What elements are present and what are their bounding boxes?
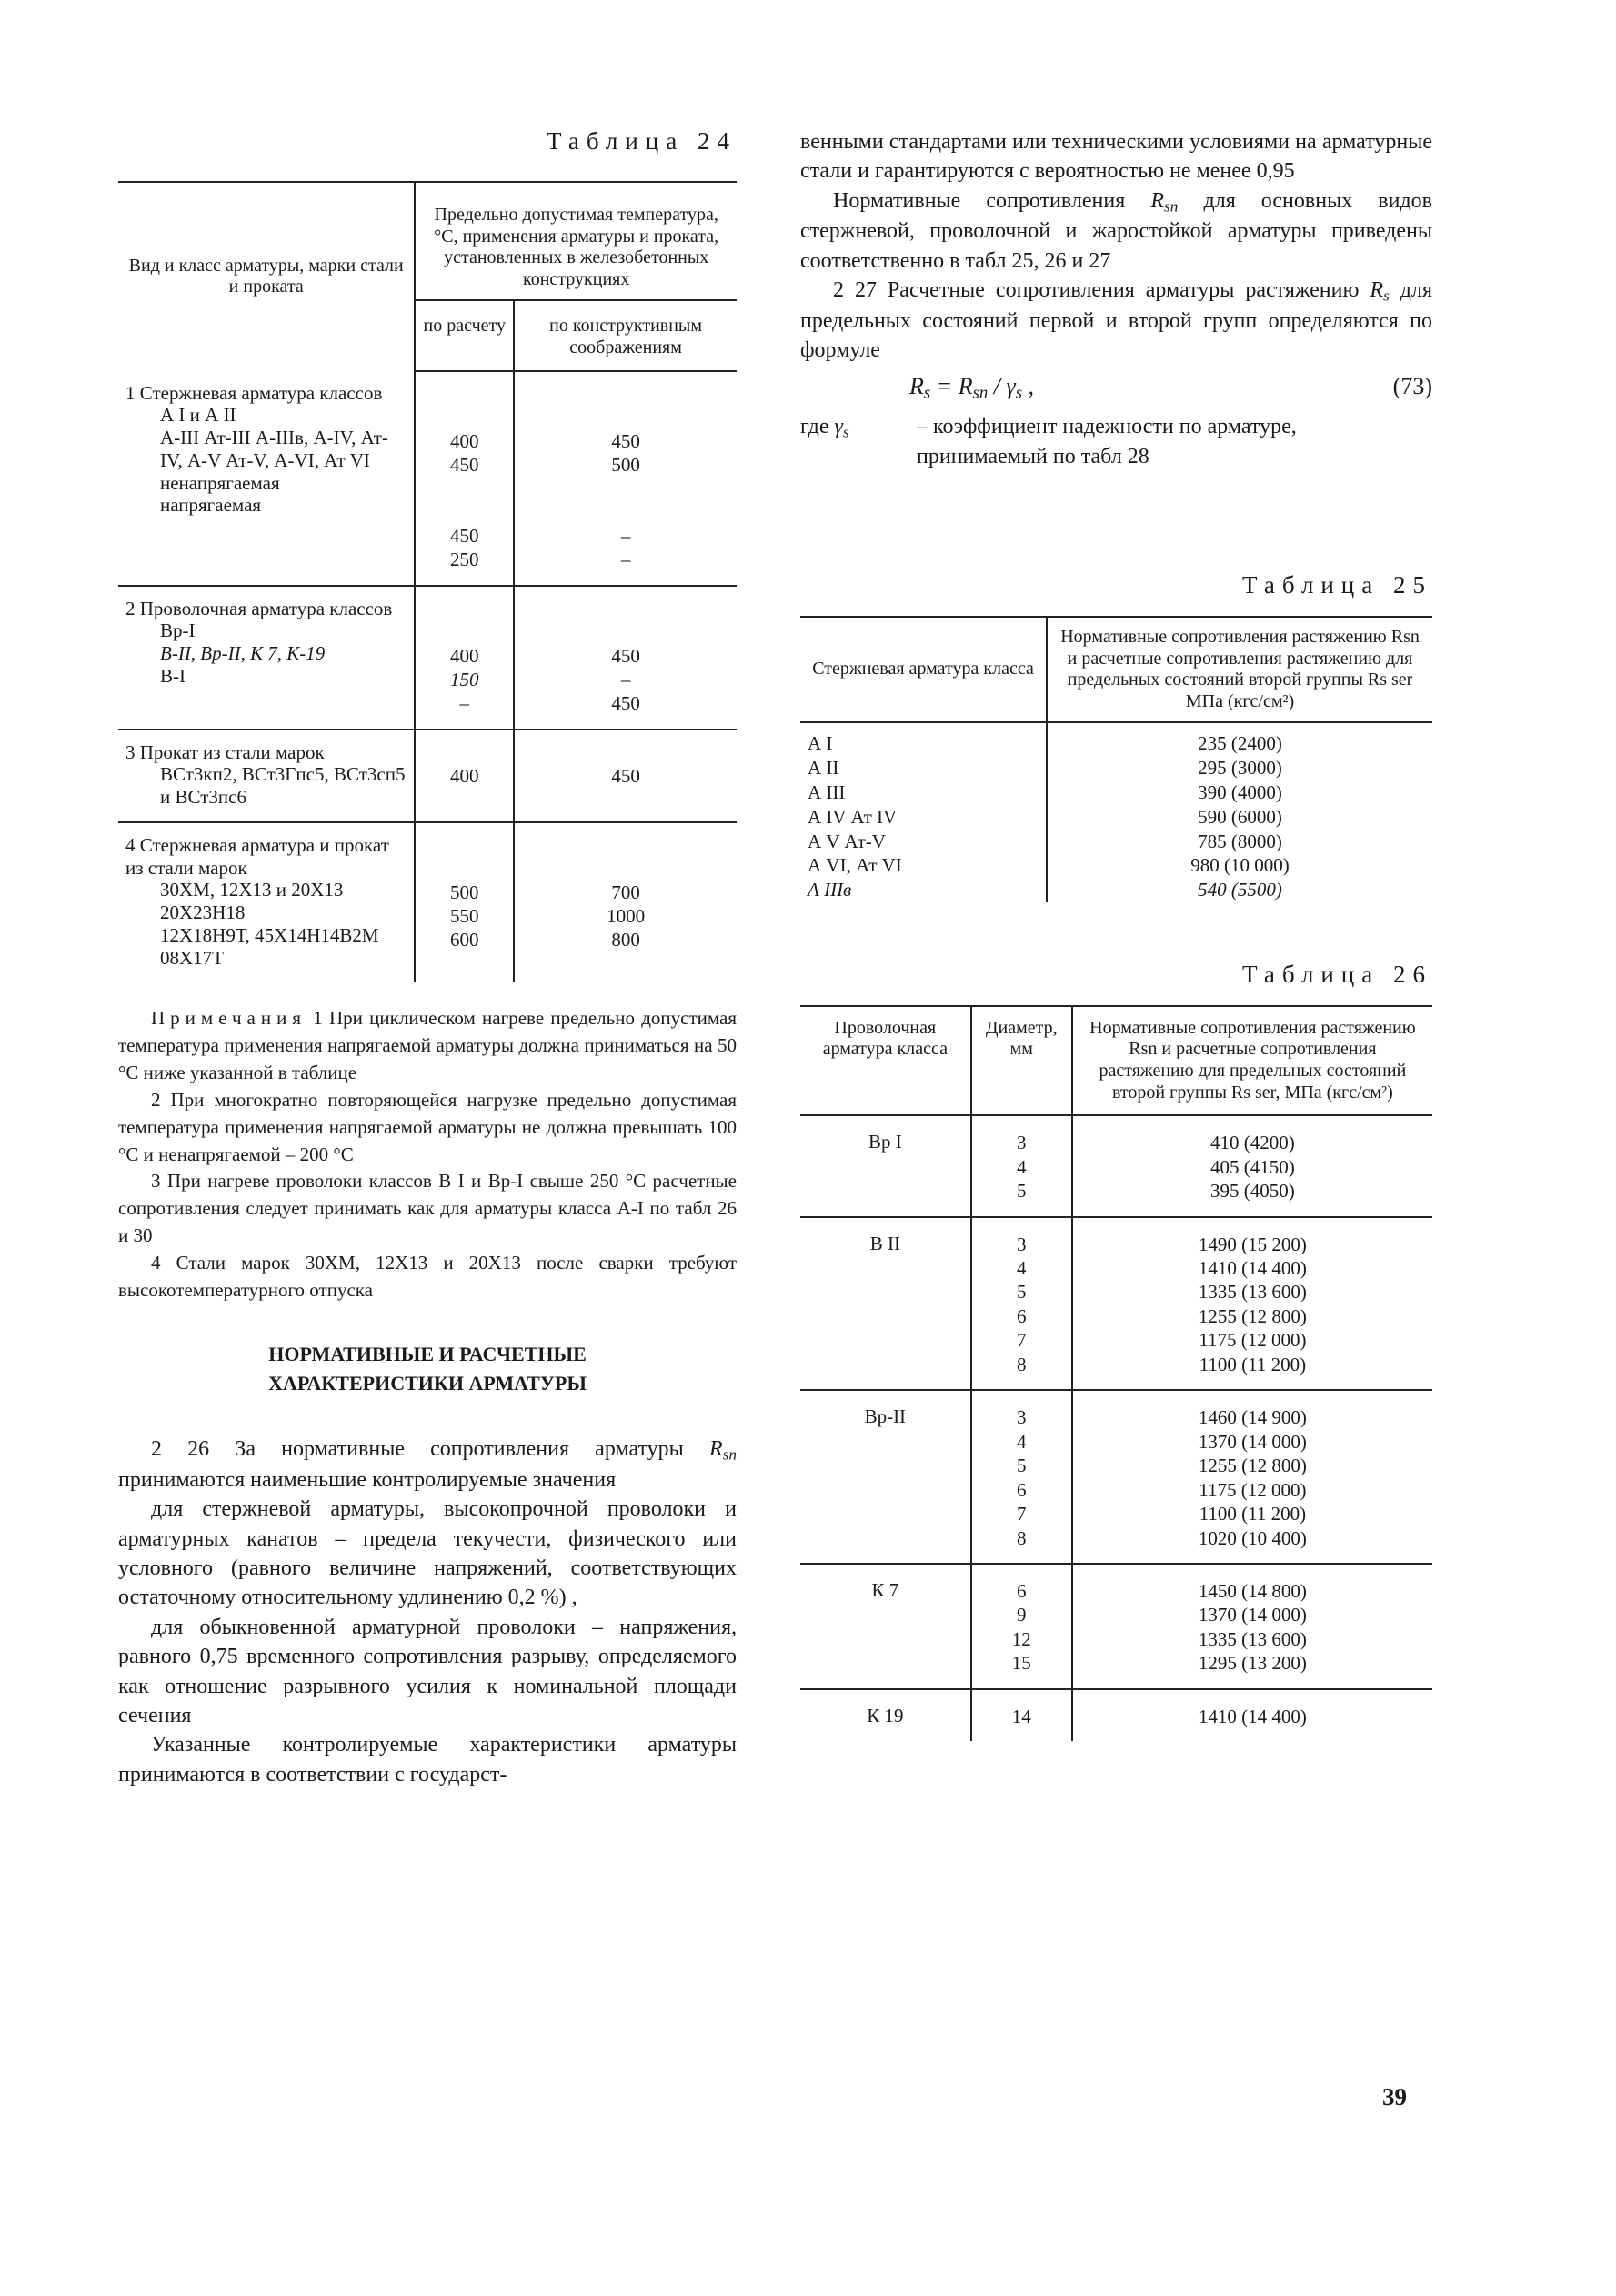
note-4: 4 Стали марок 30ХМ, 12Х13 и 20Х13 после сварки требуют высокотемпературного отпуска (118, 1251, 737, 1301)
formula-legend (800, 412, 1432, 471)
t24-value: 800 (611, 928, 640, 951)
t25-class: А V Ат-V (808, 830, 886, 852)
t24-value: 150 (450, 668, 479, 690)
t24-value: 450 (450, 453, 479, 476)
t26-diameter: 15 (1011, 1652, 1031, 1675)
t25-value: 540 (5500) (1047, 878, 1432, 902)
paragraph-rod: для стержневой арматуры, высокопрочной проволоки и арматурных канатов – предела текучести, физического или условного (равного величине напряжений, соответствующих остаточному относительному удлинению 0,2 %) , (118, 1497, 737, 1610)
table-row (800, 1390, 1432, 1564)
notes-label: Примечания (151, 1007, 307, 1030)
t24-value: 400 (450, 429, 479, 452)
t25-header-col1: Стержневая арматура класса (800, 617, 1047, 722)
t26-diameter: 12 (1011, 1627, 1031, 1650)
t24-header-col1: Вид и класс арматуры, марки стали и проката (118, 182, 415, 371)
t24-group-1 (118, 371, 737, 586)
t24-value: 450 (611, 429, 640, 452)
t24-header-col2: по расчету (415, 300, 514, 370)
t26-diameter: 8 (1016, 1526, 1027, 1549)
table-row (800, 1564, 1432, 1689)
table-row (800, 853, 1432, 878)
formula-73 (909, 373, 1432, 404)
t26-diameter: 5 (1016, 1281, 1027, 1304)
t26-class: Вр-II (800, 1390, 971, 1564)
t26-diameter: 3 (1016, 1233, 1027, 1255)
table-24-caption: Таблица 24 (547, 127, 737, 155)
paragraph-normative (800, 186, 1432, 276)
paragraph-2-27-start: 2 27 Расчетные сопротивления арматуры растяжению (833, 278, 1360, 303)
t25-value: 390 (4000) (1047, 780, 1432, 805)
t24-row-label: Вр-I (160, 619, 196, 642)
paragraph-2-27 (800, 276, 1432, 365)
note-1: 1 При циклическом нагреве предельно допустимая температура применения напрягаемой арматуры должна приниматься на 50 °С ниже указанной в таблице (118, 1007, 738, 1084)
t24-row-label: 30ХМ, 12Х13 и 20Х13 (160, 879, 344, 901)
table-row (800, 878, 1432, 902)
t26-value: 1490 (15 200) (1198, 1233, 1307, 1255)
t24-value: – (620, 524, 631, 547)
t25-class: А III (808, 780, 846, 803)
t26-diameter: 4 (1016, 1155, 1027, 1178)
t24-row-label: А I и А II (160, 404, 236, 427)
t24-value: – (620, 668, 631, 690)
t26-value: 1335 (13 600) (1198, 1627, 1307, 1650)
t24-row-label: А-III Ат-III А-IIIв, А-IV, Ат-IV, А-V Ат-V, А-VI, Ат VI (160, 427, 388, 471)
t26-diameter: 5 (1016, 1180, 1027, 1203)
table-row (800, 722, 1432, 756)
t26-value: 410 (4200) (1210, 1132, 1295, 1154)
right-column (800, 127, 1432, 1741)
t24-value: 700 (611, 881, 640, 903)
t24-row-label: напрягаемая (160, 494, 262, 517)
t26-value: 1370 (14 000) (1198, 1604, 1307, 1626)
t24-value: 450 (450, 524, 479, 547)
paragraph-2-26 (118, 1435, 737, 1495)
paragraph-2-26-end: принимаются наименьшие контролируемые значения (118, 1467, 617, 1492)
section-body (118, 1435, 737, 1789)
left-column (118, 127, 737, 1789)
paragraph-2-26-start: 2 26 За нормативные сопротивления арматуры (151, 1437, 684, 1462)
paragraph-normative-end: для основных видов стержневой, проволочной и жаростойкой арматуры приведены соответственно в табл 25, 26 и 27 (800, 188, 1433, 273)
rsn-symbol: $R_{sn}$ (708, 1437, 737, 1464)
t24-group-4 (118, 822, 737, 982)
t26-diameter: 5 (1016, 1455, 1027, 1477)
paragraph-continuation: венными стандартами или техническими условиями на арматурные стали и гарантируются с вероятностью не менее 0,95 (800, 130, 1432, 184)
t24-row-label: ВСт3кп2, ВСт3Гпс5, ВСт3сп5 и ВСт3пс6 (160, 763, 406, 809)
t26-diameter: 4 (1016, 1430, 1027, 1453)
t26-value: 1410 (14 400) (1198, 1257, 1307, 1279)
t26-header-col1: Проволочная арматура класса (800, 1006, 971, 1115)
t24-value: 550 (450, 904, 479, 927)
t24-value: 250 (450, 548, 479, 570)
t26-value: 1255 (12 800) (1198, 1455, 1307, 1477)
t26-value: 1410 (14 400) (1198, 1705, 1307, 1727)
t26-value: 1370 (14 000) (1198, 1430, 1307, 1453)
t26-values (1072, 1390, 1432, 1564)
t26-value: 1460 (14 900) (1198, 1406, 1307, 1429)
where-label: где $\gamma_s$ (800, 415, 849, 441)
t26-class: К 19 (867, 1704, 904, 1727)
t26-value: 1335 (13 600) (1198, 1281, 1307, 1304)
t26-diameter: 7 (1016, 1503, 1027, 1526)
gamma-symbol: $\gamma_s$ (834, 415, 849, 441)
t24-value: – (620, 548, 631, 570)
table-row (800, 1115, 1432, 1216)
paragraph-2-27-end: для предельных состояний первой и второй групп определяются по формуле (800, 278, 1432, 363)
t26-value: 1175 (12 000) (1199, 1478, 1307, 1501)
t24-row-label: В-II, Вр-II, К 7, К-19 (160, 642, 326, 665)
t26-values (1072, 1217, 1432, 1391)
table-row (800, 756, 1432, 780)
t24-header-group: Предельно допустимая температура, °С, применения арматуры и проката, установленных в железобетонных конструкциях (415, 182, 737, 300)
page-number: 39 (1382, 2083, 1407, 2110)
t24-value: 1000 (607, 904, 646, 927)
t26-body (800, 1115, 1432, 1741)
t24-value: – (459, 691, 470, 714)
t26-value: 1255 (12 800) (1198, 1304, 1307, 1327)
t25-class: А I (808, 732, 833, 755)
t24-row-label: 08Х17Т (160, 946, 224, 969)
t24-row-label: ненапрягаемая (160, 471, 280, 494)
t24-group-title: 3 Прокат из стали марок (125, 740, 325, 763)
table-26 (800, 1005, 1432, 1741)
t25-class: А IV Ат IV (808, 805, 898, 828)
t26-diameter: 6 (1016, 1579, 1027, 1602)
t24-group-title: 4 Стержневая арматура и прокат из стали марок (125, 833, 389, 879)
t26-values (1072, 1115, 1432, 1216)
t25-class: А II (808, 757, 839, 780)
t26-diameter: 7 (1016, 1329, 1027, 1352)
t26-diameter: 8 (1016, 1353, 1027, 1375)
t26-value: 1020 (10 400) (1198, 1526, 1307, 1549)
t26-diameter: 3 (1016, 1406, 1027, 1429)
section-heading-line-2: ХАРАКТЕРИСТИКИ АРМАТУРЫ (268, 1372, 587, 1395)
t25-class: А IIIв (808, 879, 852, 901)
table-row (800, 1689, 1432, 1741)
t26-diameters (971, 1689, 1072, 1741)
formula-number: (73) (1392, 372, 1432, 399)
t26-value: 1100 (11 200) (1199, 1353, 1307, 1375)
note-2: 2 При многократно повторяющейся нагрузке предельно допустимая температура применения напрягаемой арматуры не должна превышать 100 °С и ненапрягаемой – 200 °С (118, 1088, 737, 1165)
paragraph-wire: для обыкновенной арматурной проволоки – напряжения, равного 0,75 временного сопротивления разрыву, определяемого как отношение разрывного усилия к номинальной площади сечения (118, 1615, 737, 1727)
table-row (800, 805, 1432, 830)
right-text (800, 127, 1432, 366)
t26-header-col3: Нормативные сопротивления растяжению Rsn и расчетные сопротивления растяжению для предельных состояний второй группы Rs ser, МПа (кгс/см²) (1072, 1006, 1432, 1115)
formula-expression: $R_s = R_{sn} / \gamma_s$ , (909, 372, 1034, 403)
t26-diameter: 6 (1016, 1304, 1027, 1327)
t26-header-col2: Диаметр, мм (971, 1006, 1072, 1115)
t25-value: 980 (10 000) (1047, 853, 1432, 878)
t24-value: 450 (611, 691, 640, 714)
paragraph-spec: Указанные контролируемые характеристики арматуры принимаются в соответствии с государст- (118, 1733, 737, 1787)
t24-value: 450 (611, 764, 640, 787)
t26-value: 395 (4050) (1210, 1180, 1295, 1203)
t24-group-title: 1 Стержневая арматура классов (125, 381, 383, 404)
t24-row-label: 12Х18Н9Т, 45Х14Н14В2М (160, 923, 379, 946)
t24-header-col3: по конструктивным соображениям (514, 300, 737, 370)
t26-diameter: 6 (1016, 1478, 1027, 1501)
t24-value: 400 (450, 644, 479, 667)
table-row (800, 830, 1432, 854)
t24-group-title: 2 Проволочная арматура классов (125, 597, 393, 619)
t24-row-label: 20Х23Н18 (160, 901, 246, 924)
t26-class: К 7 (800, 1564, 971, 1689)
t26-diameter: 9 (1016, 1604, 1027, 1626)
t26-value: 1295 (13 200) (1198, 1652, 1307, 1675)
paragraph-normative-start: Нормативные сопротивления (833, 188, 1126, 213)
t26-diameters (971, 1564, 1072, 1689)
t25-value: 785 (8000) (1047, 830, 1432, 854)
t24-value: 400 (450, 764, 479, 787)
t26-diameter: 14 (1011, 1705, 1031, 1727)
t26-diameters (971, 1217, 1072, 1391)
table-26-caption: Таблица 26 (1242, 960, 1432, 988)
t24-group-2 (118, 586, 737, 730)
rs-symbol: $R_s$ (1370, 278, 1390, 305)
note-3: 3 При нагреве проволоки классов В I и Вр-I свыше 250 °С расчетные сопротивления следует принимать как для арматуры класса А-I по табл 26 и 30 (118, 1170, 737, 1246)
section-heading-line-1: НОРМАТИВНЫЕ И РАСЧЕТНЫЕ (268, 1343, 587, 1366)
section-heading (118, 1340, 737, 1398)
t26-diameter: 4 (1016, 1257, 1027, 1279)
t26-diameters (971, 1115, 1072, 1216)
t26-values (1072, 1689, 1432, 1741)
t24-group-3 (118, 730, 737, 822)
t24-value: 450 (611, 644, 640, 667)
table-25 (800, 616, 1432, 902)
t26-diameters (971, 1390, 1072, 1564)
table-row (800, 780, 1432, 805)
t25-class: А VI, Ат VI (808, 854, 902, 877)
t25-header-col2: Нормативные сопротивления растяжению Rsn и расчетные сопротивления растяжению для предельных состояний второй группы Rs ser МПа (кгс/см²) (1047, 617, 1432, 722)
t25-value: 295 (3000) (1047, 756, 1432, 780)
t24-row-label: В-I (160, 664, 186, 687)
table-24-notes (118, 1005, 737, 1304)
t26-value: 1175 (12 000) (1199, 1329, 1307, 1352)
t26-value: 1450 (14 800) (1198, 1579, 1307, 1602)
t24-value: 500 (450, 881, 479, 903)
rsn-symbol: $R_{sn}$ (1150, 188, 1179, 216)
t24-value: 600 (450, 928, 479, 951)
table-25-caption: Таблица 25 (1242, 571, 1432, 599)
where-text: – коэффициент надежности по арматуре, принимаемый по табл 28 (917, 415, 1297, 468)
t26-value: 405 (4150) (1210, 1155, 1295, 1178)
t24-value: 500 (611, 453, 640, 476)
t26-class: Вр I (800, 1115, 971, 1216)
table-row (800, 1217, 1432, 1391)
t26-value: 1100 (11 200) (1199, 1503, 1307, 1526)
t26-class: В II (800, 1217, 971, 1391)
t26-diameter: 3 (1016, 1132, 1027, 1154)
t25-value: 235 (2400) (1047, 722, 1432, 756)
table-24 (118, 181, 737, 982)
t26-values (1072, 1564, 1432, 1689)
t25-value: 590 (6000) (1047, 805, 1432, 830)
